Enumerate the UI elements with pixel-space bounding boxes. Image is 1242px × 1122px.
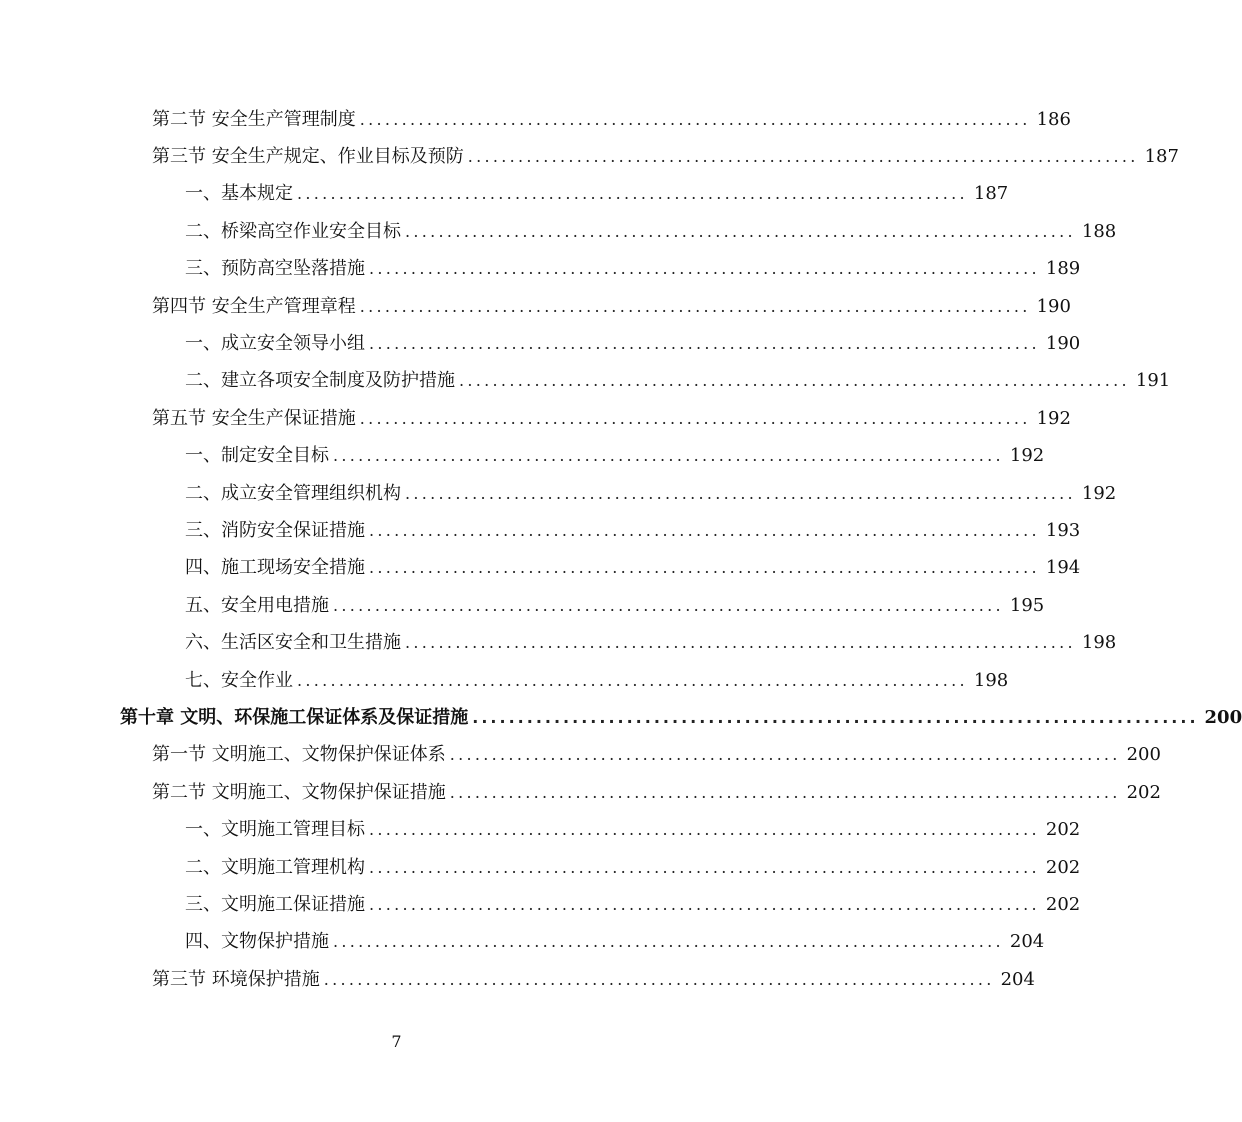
toc-entry-title: 二、建立各项安全制度及防护措施 — [185, 370, 455, 392]
toc-entry-page: 200 — [1204, 706, 1242, 728]
toc-dot-leader: ................................................................................ — [459, 371, 1130, 391]
toc-entry-page: 202 — [1126, 781, 1161, 803]
toc-dot-leader: ................................................................................ — [472, 707, 1199, 727]
toc-entry-item[interactable] — [0, 512, 1081, 549]
toc-entry-page: 191 — [1135, 370, 1171, 392]
toc-entry-page: 189 — [1045, 258, 1081, 280]
toc-entry-section[interactable] — [0, 737, 1161, 774]
toc-dot-leader: ................................................................................ — [449, 782, 1121, 802]
toc-entry-item[interactable] — [0, 213, 1117, 250]
toc-dot-leader: ................................................................................ — [369, 558, 1040, 578]
toc-dot-leader: ................................................................................ — [359, 296, 1031, 316]
toc-entry-page: 186 — [1036, 108, 1071, 130]
toc-entry-item[interactable] — [0, 325, 1081, 362]
toc-dot-leader: ................................................................................ — [405, 221, 1076, 241]
toc-entry-page: 202 — [1045, 819, 1081, 841]
toc-entry-section[interactable] — [0, 101, 1071, 138]
toc-dot-leader: ................................................................................ — [369, 334, 1040, 354]
toc-entry-page: 190 — [1036, 295, 1071, 317]
toc-entry-item[interactable] — [0, 886, 1081, 923]
toc-entry-page: 195 — [1009, 594, 1045, 616]
toc-dot-leader: ................................................................................ — [323, 969, 995, 989]
toc-entry-page: 202 — [1045, 893, 1081, 915]
toc-entry-item[interactable] — [0, 587, 1045, 624]
toc-entry-title: 一、制定安全目标 — [185, 445, 329, 467]
toc-entry-title: 七、安全作业 — [185, 669, 293, 691]
toc-dot-leader: ................................................................................ — [359, 109, 1031, 129]
toc-dot-leader: ................................................................................ — [369, 259, 1040, 279]
toc-entry-page: 188 — [1081, 220, 1117, 242]
toc-entry-item[interactable] — [0, 475, 1117, 512]
toc-entry-page: 187 — [973, 183, 1009, 205]
toc-entry-page: 204 — [1000, 968, 1035, 990]
toc-entry-page: 187 — [1144, 146, 1179, 168]
toc-entry-page: 198 — [973, 669, 1009, 691]
toc-entry-title: 一、文明施工管理目标 — [185, 819, 365, 841]
toc-entry-section[interactable] — [0, 774, 1161, 811]
toc-dot-leader: ................................................................................ — [369, 820, 1040, 840]
toc-entry-title: 第四节 安全生产管理章程 — [152, 295, 356, 317]
toc-entry-item[interactable] — [0, 550, 1081, 587]
toc-entry-item[interactable] — [0, 924, 1045, 961]
toc-dot-leader: ................................................................................ — [359, 408, 1031, 428]
toc-entry-title: 二、桥梁高空作业安全目标 — [185, 220, 401, 242]
toc-entry-item[interactable] — [0, 363, 1171, 400]
toc-entry-item[interactable] — [0, 624, 1117, 661]
toc-entry-page: 192 — [1009, 445, 1045, 467]
toc-entry-item[interactable] — [0, 251, 1081, 288]
toc-entry-item[interactable] — [0, 849, 1081, 886]
toc-entry-page: 202 — [1045, 856, 1081, 878]
toc-entry-title: 五、安全用电措施 — [185, 594, 329, 616]
toc-entry-section[interactable] — [0, 288, 1071, 325]
toc-entry-page: 193 — [1045, 519, 1081, 541]
toc-dot-leader: ................................................................................ — [405, 633, 1076, 653]
toc-entry-page: 194 — [1045, 557, 1081, 579]
toc-entry-chapter[interactable] — [0, 699, 1242, 736]
toc-dot-leader: ................................................................................ — [369, 857, 1040, 877]
toc-entry-title: 一、成立安全领导小组 — [185, 333, 365, 355]
toc-entry-page: 204 — [1009, 931, 1045, 953]
toc-entry-page: 190 — [1045, 333, 1081, 355]
toc-entry-section[interactable] — [0, 400, 1071, 437]
toc-entry-page: 198 — [1081, 632, 1117, 654]
toc-entry-section[interactable] — [0, 138, 1179, 175]
toc-entry-title: 第五节 安全生产保证措施 — [152, 407, 356, 429]
toc-entry-item[interactable] — [0, 176, 1009, 213]
toc-entry-title: 第三节 安全生产规定、作业目标及预防 — [152, 146, 464, 168]
page-number: 7 — [391, 1032, 402, 1051]
toc-dot-leader: ................................................................................ — [333, 595, 1004, 615]
toc-dot-leader: ................................................................................ — [369, 894, 1040, 914]
toc-entry-page: 200 — [1126, 744, 1161, 766]
toc-entry-title: 一、基本规定 — [185, 183, 293, 205]
toc-entry-title: 第十章 文明、环保施工保证体系及保证措施 — [120, 706, 469, 728]
toc-entry-title: 三、文明施工保证措施 — [185, 893, 365, 915]
toc-entry-title: 第二节 安全生产管理制度 — [152, 108, 356, 130]
toc-entry-item[interactable] — [0, 438, 1045, 475]
table-of-contents — [0, 101, 1242, 998]
toc-entry-title: 三、消防安全保证措施 — [185, 519, 365, 541]
toc-entry-title: 二、文明施工管理机构 — [185, 856, 365, 878]
toc-entry-item[interactable] — [0, 811, 1081, 848]
toc-entry-title: 三、预防高空坠落措施 — [185, 258, 365, 280]
toc-entry-title: 第三节 环境保护措施 — [152, 968, 320, 990]
toc-entry-title: 四、文物保护措施 — [185, 931, 329, 953]
toc-entry-title: 第二节 文明施工、文物保护保证措施 — [152, 781, 446, 803]
toc-entry-section[interactable] — [0, 961, 1035, 998]
toc-dot-leader: ................................................................................ — [369, 520, 1040, 540]
toc-entry-item[interactable] — [0, 662, 1009, 699]
toc-entry-title: 二、成立安全管理组织机构 — [185, 482, 401, 504]
toc-dot-leader: ................................................................................ — [297, 184, 968, 204]
toc-entry-page: 192 — [1081, 482, 1117, 504]
toc-dot-leader: ................................................................................ — [449, 745, 1121, 765]
toc-dot-leader: ................................................................................ — [467, 147, 1139, 167]
toc-entry-title: 六、生活区安全和卫生措施 — [185, 632, 401, 654]
toc-entry-page: 192 — [1036, 407, 1071, 429]
toc-entry-title: 第一节 文明施工、文物保护保证体系 — [152, 744, 446, 766]
toc-dot-leader: ................................................................................ — [333, 446, 1004, 466]
toc-dot-leader: ................................................................................ — [297, 670, 968, 690]
toc-dot-leader: ................................................................................ — [405, 483, 1076, 503]
toc-entry-title: 四、施工现场安全措施 — [185, 557, 365, 579]
toc-dot-leader: ................................................................................ — [333, 932, 1004, 952]
